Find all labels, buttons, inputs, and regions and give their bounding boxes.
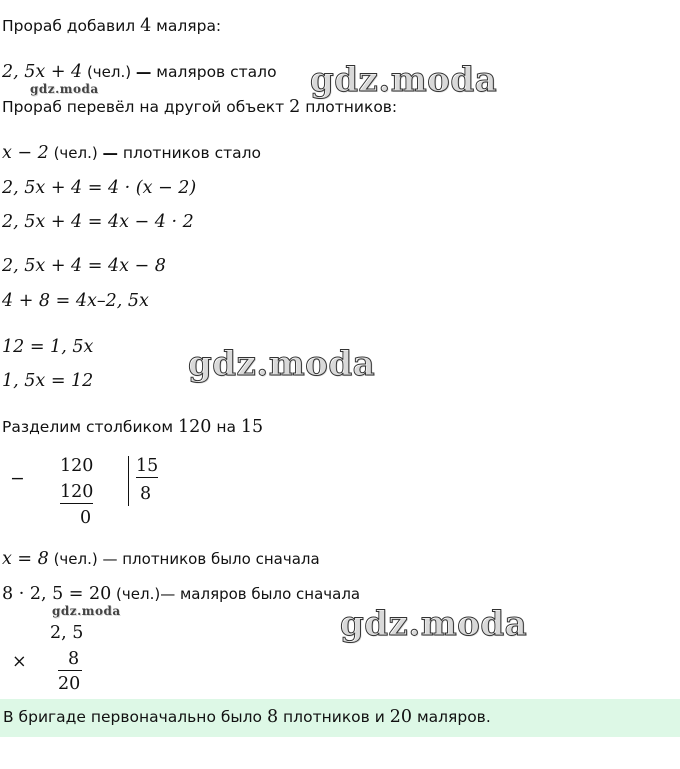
equation-4: 4 + 8 = 4x–2, 5x [2,291,149,311]
watermark-logo-small: gdz.moda [52,604,121,618]
quotient: 8 [140,484,152,504]
equation-3: 2, 5x + 4 = 4x − 8 [2,256,166,276]
division-intro: Разделим столбиком 120 на 15 [2,417,264,437]
line-carpenters-moved: Прораб перевёл на другой объект 2 плотников: [2,97,398,117]
product: 20 [58,674,81,694]
multiplication-bar [58,670,82,671]
watermark-logo-small: gdz.moda [30,82,99,96]
math-expression: x − 2 [2,143,49,163]
factor-b: 8 [68,649,80,669]
line-painters-became: 2, 5x + 4 (чел.) — маляров стало [2,62,277,82]
remainder: 0 [80,508,92,528]
equation-5: 12 = 1, 5x [2,337,94,357]
math-expression: 2, 5x + 4 [2,62,83,82]
line-painters-added: Прораб добавил 4 маляра: [2,16,222,36]
result-painters: 8 · 2, 5 = 20 (чел.)— маляров было сначала [2,584,361,604]
watermark-logo: gdz.moda [310,60,498,100]
subtrahend: 120 [60,482,94,502]
times-sign: × [12,652,27,672]
equation-2: 2, 5x + 4 = 4x − 4 · 2 [2,212,194,232]
line-carpenters-became: x − 2 (чел.) — плотников стало [2,143,262,163]
division-bar [128,456,129,506]
divisor: 15 [136,456,159,476]
dividend: 120 [60,456,94,476]
equation-6: 1, 5x = 12 [2,371,94,391]
watermark-logo: gdz.moda [188,344,376,384]
minus-sign: − [10,469,25,489]
answer-box [0,699,680,737]
factor-a: 2, 5 [50,623,84,643]
watermark-logo: gdz.moda [340,604,528,644]
equation-1: 2, 5x + 4 = 4 · (x − 2) [2,178,197,198]
answer-text: В бригаде первоначально было 8 плотников и 20 маляров. [3,707,491,727]
result-carpenters: x = 8 (чел.) — плотников было сначала [2,549,320,569]
